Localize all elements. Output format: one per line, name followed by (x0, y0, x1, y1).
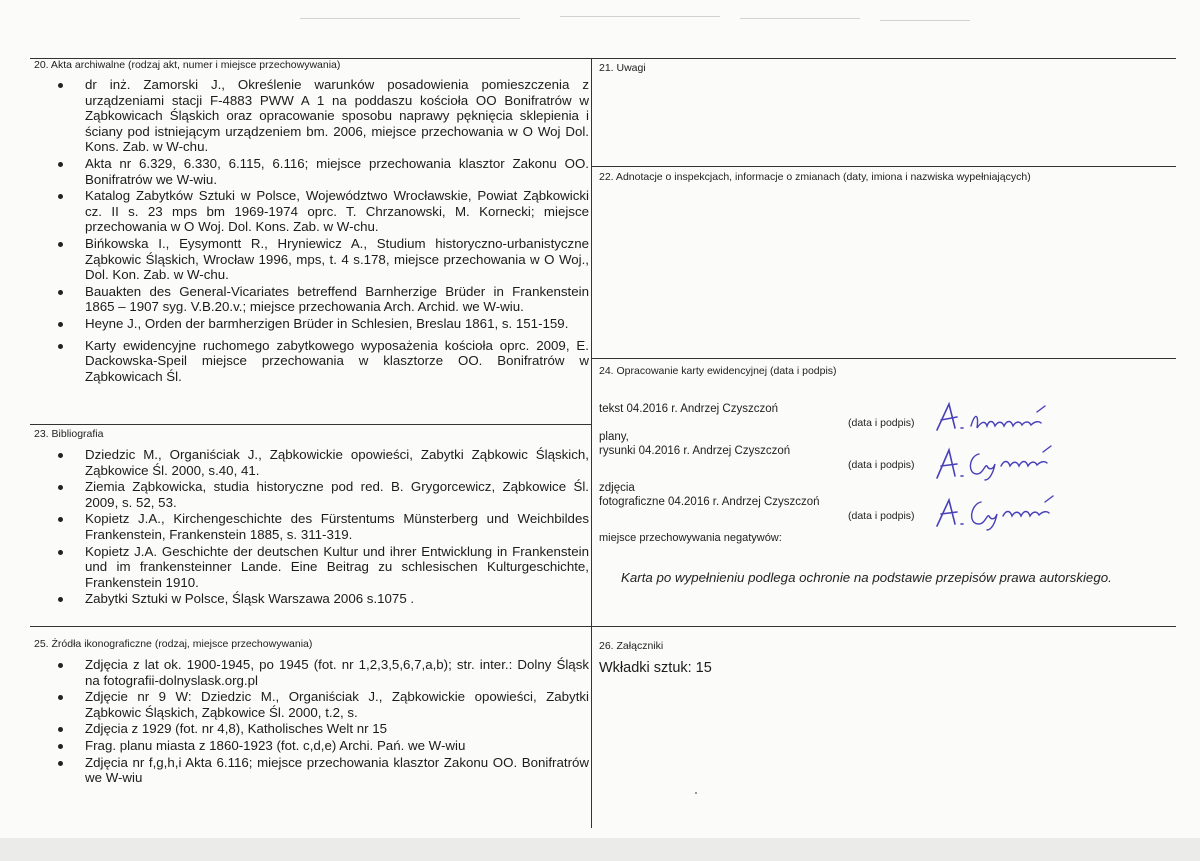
date-sign-label: (data i podpis) (848, 459, 915, 471)
list-item: Frag. planu miasta z 1860-1923 (fot. c,d,e) Archi. Pań. we W-wiu (85, 738, 589, 754)
list-item: Zdjęcia nr f,g,h,i Akta 6.116; miejsce przechowania klasztor Zakonu OO. Bonifratrów we W-wiu (85, 754, 589, 786)
list-item: Bauakten des General-Vicariates betreffend Barnherzige Brüder in Frankenstein 1865 – 1907 syg. V.B.20.v.; miejsce przechowania Arch. Archid. we W-wiu. (85, 283, 589, 315)
list-item: Zdjęcia z 1929 (fot. nr 4,8), Katholisches Welt nr 15 (85, 721, 589, 737)
list-item: Kopietz J.A. Geschichte der deutschen Kultur und ihrer Entwicklung in Frankenstein und im frankensteinner Lande. Eine Beitrag zu schlesischen Kulturgeschichte, Frankenstein 1910. (85, 543, 589, 590)
section-21-header: 21. Uwagi (599, 62, 646, 74)
section-archival-records (30, 58, 591, 424)
section-inspection-notes (591, 166, 1176, 358)
photos-label: zdjęcia (599, 482, 635, 494)
section-24-header: 24. Opracowanie karty ewidencyjnej (data i podpis) (599, 365, 837, 377)
text-author-line: tekst 04.2016 r. Andrzej Czyszczoń (599, 403, 778, 415)
list-item: Katalog Zabytków Sztuki w Polsce, Województwo Wrocławskie, Powiat Ząbkowicki cz. II s. 23 mps bm 1969-1974 oprc. T. Chrzanowski, M. Kornecki; miejsce przechowania w O Woj. Dol. Kons. Zab. w W-chu. (85, 188, 589, 235)
negatives-storage-label: miejsce przechowywania negatywów: (599, 532, 782, 544)
scan-speck (695, 792, 697, 794)
archival-list (85, 77, 589, 384)
section-20-header: 20. Akta archiwalne (rodzaj akt, numer i miejsce przechowywania) (34, 59, 341, 71)
list-item: Bińkowska I., Eysymontt R., Hryniewicz A., Studium historyczno-urbanistyczne Ząbkowic Śląskich, Wrocław 1996, mps, t. 4 s.178, miejsce przechowania w O Woj., Dol. Kon. Zab. w W-chu. (85, 235, 589, 283)
handwritten-signature (931, 398, 1081, 440)
section-26-header: 26. Załączniki (599, 640, 664, 652)
copyright-note: Karta po wypełnieniu podlega ochronie na podstawie przepisów prawa autorskiego. (621, 570, 1112, 585)
list-item: Heyne J., Orden der barmherzigen Brüder in Schlesien, Breslau 1861, s. 151-159. (85, 316, 589, 332)
drawings-author-line: rysunki 04.2016 r. Andrzej Czyszczoń (599, 445, 791, 457)
list-item: Akta nr 6.329, 6.330, 6.115, 6.116; miejsce przechowania klasztor Zakonu OO. Bonifratrów we W-wiu. (85, 155, 589, 187)
list-item: Zdjęcia z lat ok. 1900-1945, po 1945 (fot. nr 1,2,3,5,6,7,a,b); str. inter.: Dolny Śląsk na fotografii-dolnyslask.org.pl (85, 657, 589, 688)
iconographic-list (85, 657, 589, 786)
list-item: Zdjęcie nr 9 W: Dziedzic M., Organiściak J., Ząbkowickie opowieści, Zabytki Ząbkowic Śląskich, Ząbkowice Śl. 2000, t.2, s. (85, 689, 589, 720)
scan-bottom-edge (0, 838, 1200, 861)
section-bibliography (30, 424, 591, 626)
section-card-preparation (591, 358, 1176, 626)
photos-author-line: fotograficzne 04.2016 r. Andrzej Czyszczoń (599, 496, 820, 508)
record-card-form (30, 58, 1176, 828)
list-item: Zabytki Sztuki w Polsce, Śląsk Warszawa 2006 s.1075 . (85, 591, 589, 607)
date-sign-label: (data i podpis) (848, 510, 915, 522)
date-sign-label: (data i podpis) (848, 417, 915, 429)
section-iconographic-sources (30, 626, 591, 828)
section-25-header: 25. Źródła ikonograficzne (rodzaj, miejsce przechowywania) (34, 638, 313, 650)
scan-top-artifact (0, 0, 1200, 40)
list-item: Kopietz J.A., Kirchengeschichte des Fürstentums Münsterberg und Weichbildes Frankenstein, Frankenstein 1885, s. 311-319. (85, 511, 589, 542)
plans-label: plany, (599, 431, 629, 443)
section-attachments (591, 626, 1176, 828)
list-item: dr inż. Zamorski J., Określenie warunków posadowienia pomieszczenia z urządzeniami stacji F-4883 PWW A 1 na poddaszu kościoła OO Bonifratrów w Ząbkowicach Śląskich oraz opracowanie sposobu naprawy pęknięcia sklepienia i ściany pod istniejącym urządzeniem bm. 2006, miejsce przechowania w O Woj Dol. Kons. Zab. w W-chu. (85, 77, 589, 155)
bibliography-list (85, 447, 589, 607)
section-22-header: 22. Adnotacje o inspekcjach, informacje o zmianach (daty, imiona i nazwiska wypełniających) (599, 171, 1031, 183)
list-item: Karty ewidencyjne ruchomego zabytkowego wyposażenia kościoła oprc. 2009, E. Dackowska-Speil miejsce przechowania w klasztorze OO. Bonifratrów w Ząbkowicach Śl. (85, 337, 589, 384)
section-23-header: 23. Bibliografia (34, 428, 104, 440)
section-remarks (591, 58, 1176, 166)
handwritten-signature (931, 492, 1081, 534)
list-item: Dziedzic M., Organiściak J., Ząbkowickie opowieści, Zabytki Ząbkowic Śląskich, Ząbkowice Śl. 2000, s.40, 41. (85, 447, 589, 478)
attachments-count: Wkładki sztuk: 15 (599, 660, 712, 676)
handwritten-signature (931, 442, 1081, 484)
list-item: Ziemia Ząbkowicka, studia historyczne pod red. B. Grygorcewicz, Ząbkowice Śl. 2009, s. 52, 53. (85, 479, 589, 510)
